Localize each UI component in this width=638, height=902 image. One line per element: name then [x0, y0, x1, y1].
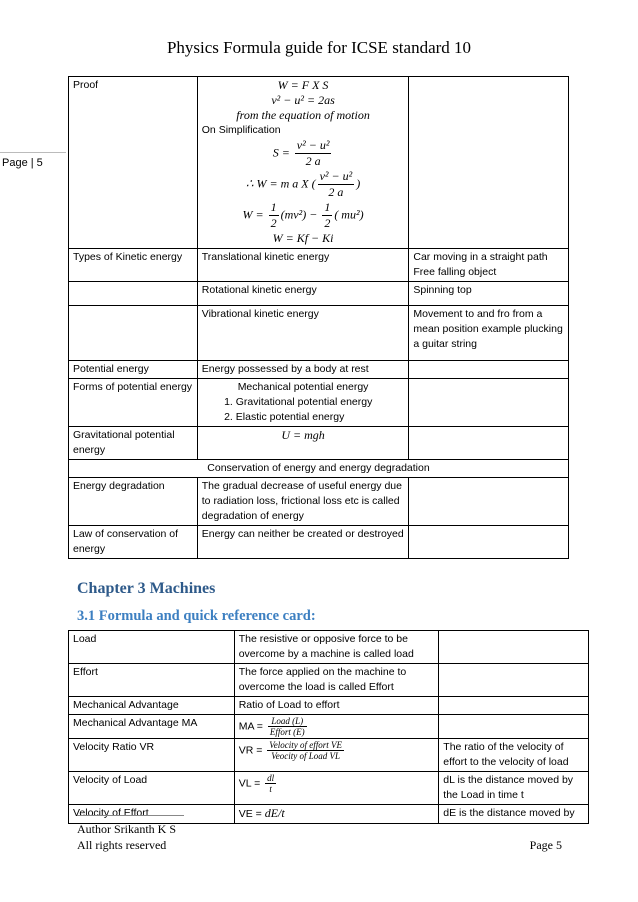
table-row: [69, 77, 569, 249]
empty-cell: [439, 715, 589, 739]
grav-pe-formula: U = mgh: [197, 427, 409, 460]
forms-list: [202, 395, 405, 425]
ve-label: Velocity of Effort: [69, 805, 235, 824]
ma-lhs: MA =: [238, 720, 263, 733]
table-row: [69, 631, 589, 664]
table-row: [69, 306, 569, 361]
vr-formula: [234, 739, 439, 772]
section-title: 3.1 Formula and quick reference card:: [77, 608, 316, 624]
ma-label: Mechanical Advantage: [69, 697, 235, 715]
table-row: [69, 379, 569, 427]
table-row: [69, 460, 569, 478]
proof-s-equation: [202, 138, 405, 169]
table-row: [69, 739, 589, 772]
empty-cell: [409, 379, 569, 427]
list-item: 2. Elastic potential energy: [236, 410, 405, 425]
list-item: 1. Gravitational potential energy: [236, 395, 405, 410]
rotational-example: Spinning top: [409, 282, 569, 306]
ma-fraction: [268, 716, 307, 737]
proof-line-2: v² − u² = 2as: [271, 93, 335, 107]
ve-lhs: VE =: [238, 808, 262, 820]
vr-fraction: [267, 740, 344, 761]
half-end: ( mu²): [334, 207, 364, 222]
footer-divider: [77, 815, 184, 816]
empty-cell: [439, 697, 589, 715]
load-label: Load: [69, 631, 235, 664]
table-row: [69, 715, 589, 739]
empty-cell: [439, 664, 589, 697]
vibrational-example: Movement to and fro from a mean position example plucking a guitar string: [409, 306, 569, 361]
footer-page-number: Page 5: [529, 838, 562, 852]
proof-derivation: [197, 77, 409, 249]
table-row: [69, 427, 569, 460]
s-lhs: S =: [272, 145, 290, 160]
table-row: [69, 772, 589, 805]
load-definition: The resistive or opposive force to be overcome by a machine is called load: [234, 631, 439, 664]
ma-definition: Ratio of Load to effort: [234, 697, 439, 715]
half-lhs: W =: [242, 207, 264, 222]
proof-line-1: W = F X S: [277, 78, 329, 92]
vl-lhs: VL =: [238, 777, 261, 790]
empty-cell: [409, 526, 569, 559]
table-row: [69, 697, 589, 715]
translational-example: Car moving in a straight path Free falling object: [409, 249, 569, 282]
table-row: [69, 282, 569, 306]
vr-label: Velocity Ratio VR: [69, 739, 235, 772]
half-fraction-1: [269, 200, 279, 231]
rotational-ke: Rotational kinetic energy: [197, 282, 409, 306]
ma-num: Load (L): [268, 716, 307, 727]
table-row: [69, 249, 569, 282]
empty-cell: [69, 306, 198, 361]
s-num: v² − u²: [296, 138, 330, 152]
side-divider: [0, 152, 66, 153]
pe-definition: Energy possessed by a body at rest: [197, 361, 409, 379]
translational-ke: Translational kinetic energy: [197, 249, 409, 282]
proof-line-4: On Simplification: [201, 124, 281, 136]
footer-author: Author Srikanth K S: [77, 822, 176, 836]
proof-label: Proof: [69, 77, 198, 249]
proof-line-last: W = Kf − Ki: [272, 231, 334, 245]
conservation-heading: Conservation of energy and energy degradation: [69, 460, 569, 478]
pe-label: Potential energy: [69, 361, 198, 379]
ma-formula: [234, 715, 439, 739]
forms-pe-label: Forms of potential energy: [69, 379, 198, 427]
vr-den: Veocity of Load VL: [271, 751, 340, 761]
empty-cell: [439, 631, 589, 664]
ve-expression: dE/t: [264, 806, 285, 820]
law-conservation-definition: Energy can neither be created or destroyed: [197, 526, 409, 559]
ve-note: dE is the distance moved by: [439, 805, 589, 824]
w-lhs: ∴ W = m a X (: [245, 176, 316, 191]
grav-pe-label: Gravitational potential energy: [69, 427, 198, 460]
w-fraction: [318, 169, 355, 200]
types-ke-label: Types of Kinetic energy: [69, 249, 198, 282]
proof-w-equation: [202, 169, 405, 200]
s-fraction: [295, 138, 332, 169]
half-den-2: 2: [324, 216, 331, 230]
vl-den: t: [269, 784, 272, 794]
energy-table: [68, 76, 569, 559]
vr-lhs: VR =: [238, 744, 263, 757]
vl-fraction: [265, 773, 276, 794]
empty-cell: [409, 427, 569, 460]
half-den-1: 2: [270, 216, 277, 230]
table-row: [69, 526, 569, 559]
w-den: 2 a: [328, 185, 344, 199]
empty-cell: [69, 282, 198, 306]
table-row: [69, 478, 569, 526]
table-row: [69, 664, 589, 697]
half-mid: (mv²) −: [280, 207, 318, 222]
ma-formula-label: Mechanical Advantage MA: [69, 715, 235, 739]
s-den: 2 a: [305, 154, 321, 168]
vl-num: dl: [267, 773, 275, 783]
proof-line-3: from the equation of motion: [236, 108, 370, 122]
proof-half-equation: [202, 200, 405, 231]
vr-note: The ratio of the velocity of effort to the velocity of load: [439, 739, 589, 772]
w-rhs: ): [356, 176, 361, 191]
vibrational-ke: Vibrational kinetic energy: [197, 306, 409, 361]
degradation-definition: The gradual decrease of useful energy due to radiation loss, frictional loss etc is called degradation of energy: [197, 478, 409, 526]
chapter-title: Chapter 3 Machines: [77, 580, 216, 597]
effort-label: Effort: [69, 664, 235, 697]
half-num-2: 1: [324, 200, 331, 214]
vl-formula: [234, 772, 439, 805]
footer-rights: All rights reserved: [77, 838, 167, 852]
half-num-1: 1: [270, 200, 277, 214]
degradation-label: Energy degradation: [69, 478, 198, 526]
vl-label: Velocity of Load: [69, 772, 235, 805]
vr-num: Velocity of effort VE: [269, 740, 342, 750]
forms-heading: Mechanical potential energy: [237, 381, 369, 393]
ma-den: Effort (E): [269, 727, 305, 737]
ve-formula: [234, 805, 439, 824]
page-header-title: Physics Formula guide for ICSE standard 10: [166, 38, 472, 57]
law-conservation-label: Law of conservation of energy: [69, 526, 198, 559]
table-row: [69, 361, 569, 379]
effort-definition: The force applied on the machine to overcome the load is called Effort: [234, 664, 439, 697]
empty-cell: [409, 77, 569, 249]
empty-cell: [409, 361, 569, 379]
table-row: [69, 805, 589, 824]
side-page-label: Page | 5: [2, 157, 43, 169]
forms-pe-list: [197, 379, 409, 427]
empty-cell: [409, 478, 569, 526]
half-fraction-2: [322, 200, 332, 231]
machines-table: [68, 630, 589, 824]
vl-note: dL is the distance moved by the Load in time t: [439, 772, 589, 805]
w-num: v² − u²: [319, 169, 353, 183]
